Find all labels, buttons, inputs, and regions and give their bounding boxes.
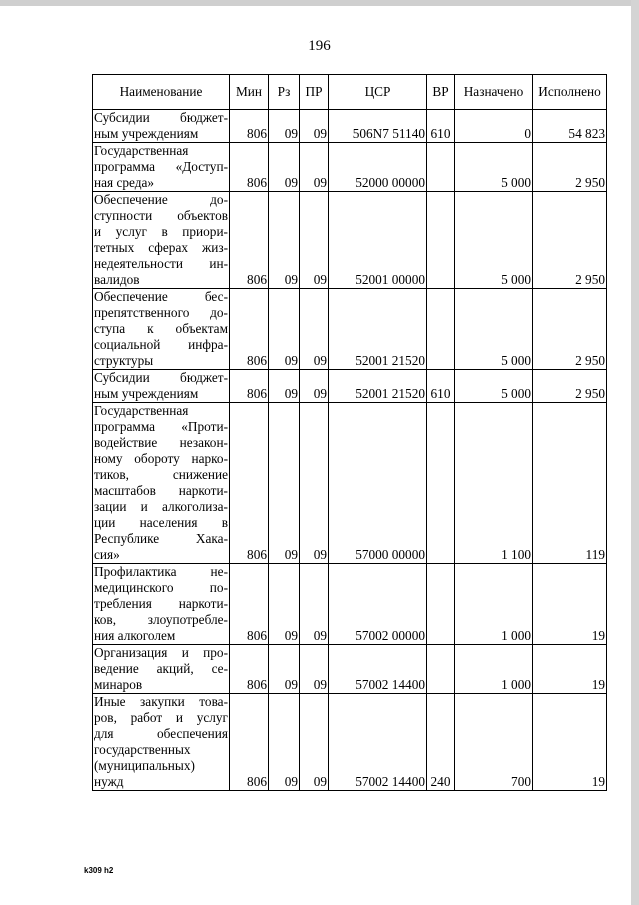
name-line: ным учреждениям: [94, 386, 199, 401]
cell-pr: 09: [300, 289, 329, 370]
cell-name: [93, 192, 230, 289]
name-line: Иные закупки това-: [94, 694, 228, 709]
table-row: [93, 694, 607, 791]
cell-csr: 57002 14400: [329, 645, 427, 694]
cell-vr: [427, 403, 455, 564]
cell-pr: 09: [300, 403, 329, 564]
cell-csr: 52001 00000: [329, 192, 427, 289]
name-line: структуры: [94, 353, 154, 368]
cell-vr: [427, 564, 455, 645]
cell-rz: 09: [269, 289, 300, 370]
cell-vr: 240: [427, 694, 455, 791]
cell-csr: 57002 14400: [329, 694, 427, 791]
cell-executed: 2 950: [533, 143, 607, 192]
cell-executed: 2 950: [533, 192, 607, 289]
name-line: недеятельности ин-: [94, 256, 228, 271]
name-line: ров, работ и услуг: [94, 710, 228, 725]
cell-csr: 52001 21520: [329, 370, 427, 403]
name-line: программа «Проти-: [94, 419, 228, 434]
name-line: ния алкоголем: [94, 628, 176, 643]
name-line: Организация и про-: [94, 645, 228, 660]
cell-executed: 19: [533, 564, 607, 645]
name-line: масштабов наркоти-: [94, 483, 228, 498]
cell-csr: 506N7 51140: [329, 110, 427, 143]
cell-assigned: 5 000: [455, 143, 533, 192]
name-line: зации и алкоголиза-: [94, 499, 228, 514]
header-vr: ВР: [427, 75, 455, 110]
name-line: препятственного до-: [94, 305, 228, 320]
name-line: Республике Хака-: [94, 531, 228, 546]
cell-executed: 54 823: [533, 110, 607, 143]
cell-min: 806: [230, 564, 269, 645]
cell-assigned: 0: [455, 110, 533, 143]
budget-table: [92, 74, 607, 791]
cell-csr: 52000 00000: [329, 143, 427, 192]
header-pr: ПР: [300, 75, 329, 110]
name-line: социальной инфра-: [94, 337, 228, 352]
table-row: [93, 192, 607, 289]
header-csr: ЦСР: [329, 75, 427, 110]
cell-pr: 09: [300, 694, 329, 791]
name-line: ному обороту нарко-: [94, 451, 228, 466]
name-line: (муниципальных): [94, 758, 195, 773]
cell-min: 806: [230, 645, 269, 694]
cell-name: [93, 370, 230, 403]
name-line: Государственная: [94, 143, 189, 158]
page-number: 196: [308, 38, 331, 54]
table-row: [93, 143, 607, 192]
table-row: [93, 564, 607, 645]
cell-executed: 19: [533, 645, 607, 694]
name-line: ции населения в: [94, 515, 228, 530]
name-line: Субсидии бюджет-: [94, 110, 228, 125]
table-row: [93, 645, 607, 694]
name-line: Государственная: [94, 403, 189, 418]
cell-rz: 09: [269, 564, 300, 645]
cell-rz: 09: [269, 694, 300, 791]
name-line: программа «Доступ-: [94, 159, 228, 174]
table-body: [93, 110, 607, 791]
cell-assigned: 5 000: [455, 192, 533, 289]
cell-min: 806: [230, 370, 269, 403]
cell-rz: 09: [269, 370, 300, 403]
name-line: государственных: [94, 742, 191, 757]
name-line: ная среда»: [94, 175, 155, 190]
table-row: [93, 289, 607, 370]
table-header-row: [93, 75, 607, 110]
cell-pr: 09: [300, 645, 329, 694]
cell-csr: 57000 00000: [329, 403, 427, 564]
name-line: минаров: [94, 677, 143, 692]
cell-vr: [427, 192, 455, 289]
cell-executed: 2 950: [533, 370, 607, 403]
cell-name: [93, 143, 230, 192]
name-line: водействие незакон-: [94, 435, 228, 450]
name-line: ным учреждениям: [94, 126, 199, 141]
cell-executed: 2 950: [533, 289, 607, 370]
cell-rz: 09: [269, 192, 300, 289]
cell-assigned: 1 000: [455, 645, 533, 694]
cell-pr: 09: [300, 143, 329, 192]
cell-rz: 09: [269, 403, 300, 564]
cell-csr: 52001 21520: [329, 289, 427, 370]
cell-assigned: 5 000: [455, 370, 533, 403]
name-line: и услуг в приори-: [94, 224, 228, 239]
cell-assigned: 700: [455, 694, 533, 791]
cell-csr: 57002 00000: [329, 564, 427, 645]
name-line: Профилактика не-: [94, 564, 228, 579]
header-assigned: Назначено: [455, 75, 533, 110]
header-rz: Рз: [269, 75, 300, 110]
name-line: Обеспечение бес-: [94, 289, 228, 304]
cell-name: [93, 564, 230, 645]
header-executed: Исполнено: [533, 75, 607, 110]
table-row: [93, 370, 607, 403]
cell-name: [93, 110, 230, 143]
scan-edge-top: [0, 0, 639, 6]
cell-vr: [427, 289, 455, 370]
name-line: тетных сферах жиз-: [94, 240, 228, 255]
cell-vr: 610: [427, 110, 455, 143]
cell-executed: 119: [533, 403, 607, 564]
name-line: для обеспечения: [94, 726, 228, 741]
cell-vr: 610: [427, 370, 455, 403]
cell-assigned: 1 000: [455, 564, 533, 645]
cell-min: 806: [230, 289, 269, 370]
footer-code: k309 h2: [84, 866, 114, 875]
header-name: Наименование: [93, 75, 230, 110]
name-line: ступа к объектам: [94, 321, 228, 336]
table-row: [93, 110, 607, 143]
name-line: требления наркоти-: [94, 596, 228, 611]
scan-edge-right: [631, 0, 639, 905]
cell-name: [93, 403, 230, 564]
cell-pr: 09: [300, 564, 329, 645]
cell-pr: 09: [300, 110, 329, 143]
cell-min: 806: [230, 110, 269, 143]
cell-rz: 09: [269, 143, 300, 192]
cell-executed: 19: [533, 694, 607, 791]
cell-assigned: 1 100: [455, 403, 533, 564]
cell-min: 806: [230, 143, 269, 192]
cell-assigned: 5 000: [455, 289, 533, 370]
cell-rz: 09: [269, 645, 300, 694]
table-row: [93, 403, 607, 564]
cell-name: [93, 645, 230, 694]
cell-rz: 09: [269, 110, 300, 143]
cell-pr: 09: [300, 192, 329, 289]
name-line: медицинского по-: [94, 580, 228, 595]
header-min: Мин: [230, 75, 269, 110]
name-line: ков, злоупотребле-: [94, 612, 228, 627]
cell-vr: [427, 143, 455, 192]
cell-name: [93, 289, 230, 370]
name-line: Субсидии бюджет-: [94, 370, 228, 385]
cell-vr: [427, 645, 455, 694]
name-line: тиков, снижение: [94, 467, 228, 482]
name-line: ступности объектов: [94, 208, 228, 223]
name-line: Обеспечение до-: [94, 192, 228, 207]
cell-min: 806: [230, 694, 269, 791]
cell-min: 806: [230, 192, 269, 289]
name-line: валидов: [94, 272, 140, 287]
cell-min: 806: [230, 403, 269, 564]
name-line: сия»: [94, 547, 120, 562]
name-line: нужд: [94, 774, 124, 789]
cell-pr: 09: [300, 370, 329, 403]
cell-name: [93, 694, 230, 791]
name-line: ведение акций, се-: [94, 661, 228, 676]
